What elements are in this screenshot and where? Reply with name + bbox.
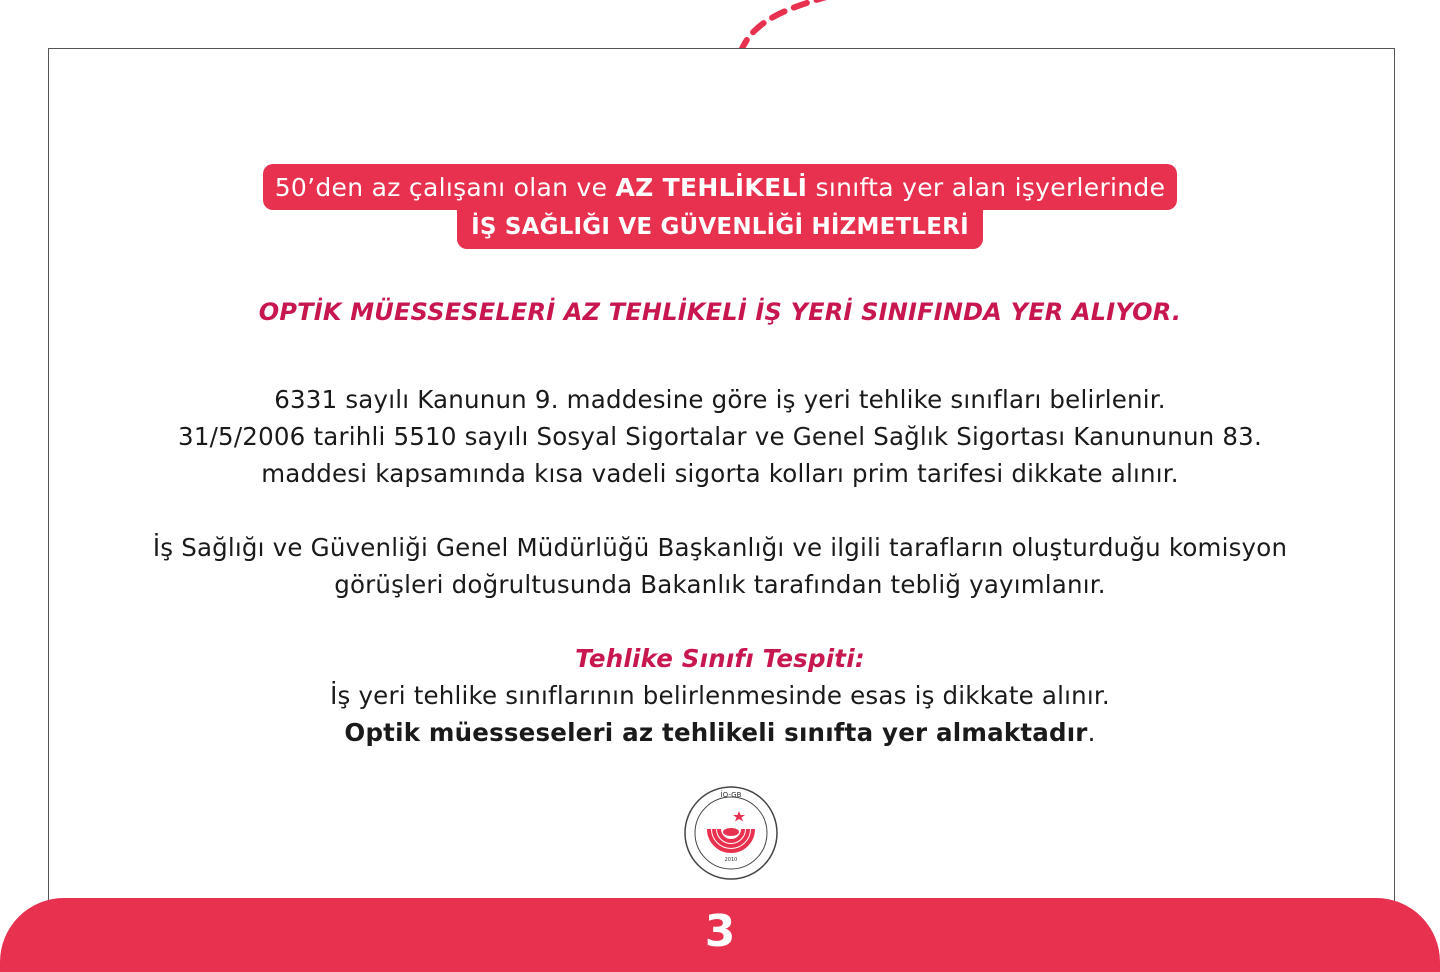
section-line: İş yeri tehlike sınıflarının belirlenmesinde esas iş dikkate alınır. xyxy=(330,681,1110,710)
logo-top-text: İO-GB xyxy=(720,791,742,799)
crescent-star-logo-icon xyxy=(683,785,779,881)
banner-line2: İŞ SAĞLIĞI VE GÜVENLİĞİ HİZMETLERİ xyxy=(457,208,983,249)
paragraph-2-line: görüşleri doğrultusunda Bakanlık tarafından tebliğ yayımlanır. xyxy=(334,570,1106,599)
banner-line1-pre: 50’den az çalışanı olan ve xyxy=(274,173,616,202)
paragraph-1-line: maddesi kapsamında kısa vadeli sigorta kolları prim tarifesi dikkate alınır. xyxy=(261,459,1179,488)
paragraph-1-line: 6331 sayılı Kanunun 9. maddesine göre iş yeri tehlike sınıfları belirlenir. xyxy=(274,385,1166,414)
banner-line1-bold: AZ TEHLİKELİ xyxy=(615,173,808,202)
paragraph-2 xyxy=(60,529,1380,603)
banner-line1 xyxy=(263,164,1178,210)
paragraph-1 xyxy=(60,381,1380,492)
page-number: 3 xyxy=(704,906,736,957)
paragraph-1-line: 31/5/2006 tarihli 5510 sayılı Sosyal Sigortalar ve Genel Sağlık Sigortası Kanununun 83. xyxy=(178,422,1262,451)
hazard-class-section xyxy=(60,640,1380,751)
section-bold-line-end: . xyxy=(1087,718,1096,747)
logo-year: 2010 xyxy=(724,857,738,863)
paragraph-2-line: İş Sağlığı ve Güvenliği Genel Müdürlüğü Başkanlığı ve ilgili tarafların oluşturduğu komisyon xyxy=(152,533,1288,562)
banner-line1-post: sınıfta yer alan işyerlerinde xyxy=(807,173,1166,202)
hazard-banner xyxy=(0,164,1440,249)
section-title: Tehlike Sınıfı Tespiti: xyxy=(575,644,865,673)
section-bold-line: Optik müesseseleri az tehlikeli sınıfta yer almaktadır xyxy=(344,718,1088,747)
headline: OPTİK MÜESSESELERİ AZ TEHLİKELİ İŞ YERİ SINIFINDA YER ALIYOR. xyxy=(258,298,1182,326)
